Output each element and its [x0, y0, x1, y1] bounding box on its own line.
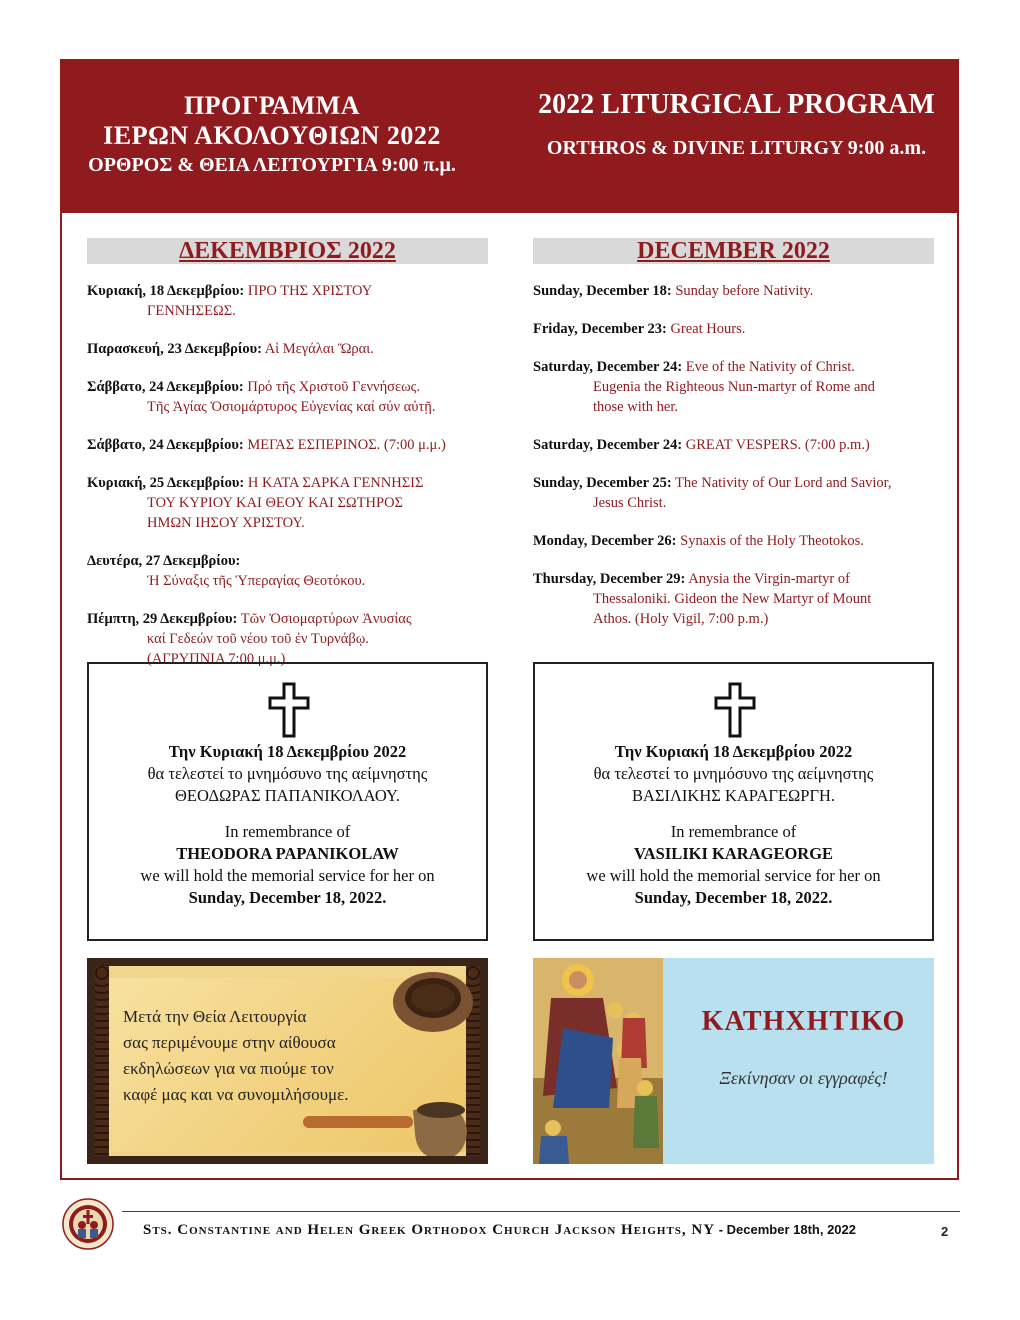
schedule-entry [533, 281, 943, 301]
schedule-date: Κυριακή, 25 Δεκεμβρίου: [87, 475, 245, 491]
schedule-entry-first-line [87, 435, 492, 455]
english-title: 2022 LITURGICAL PROGRAM [538, 89, 935, 120]
schedule-service: Η ΚΑΤΑ ΣΑΡΚΑ ΓΕΝΝΗΣΙΣ [247, 475, 424, 491]
coffee-line: καφέ μας και να συνομιλήσουμε. [123, 1085, 349, 1104]
greek-month-heading: ΔΕΚΕΜΒΡΙΟΣ 2022 [87, 238, 488, 264]
schedule-service-continuation: ΗΜΩΝ ΙΗΣΟΥ ΧΡΙΣΤΟΥ. [147, 515, 305, 531]
schedule-service-continuation: ΓΕΝΝΗΣΕΩΣ. [147, 303, 236, 319]
schedule-entry-first-line [533, 281, 943, 301]
church-logo-icon [62, 1198, 114, 1250]
greek-title-line-1: ΠΡΟΓΡΑΜΜΑ [183, 91, 361, 120]
schedule-service-continuation: Ἡ Σύναξις τῆς Ὑπεραγίας Θεοτόκου. [147, 573, 366, 589]
schedule-entry-first-line [87, 339, 492, 359]
schedule-entry-first-line [87, 377, 492, 397]
english-subtitle: ORTHROS & DIVINE LITURGY 9:00 a.m. [546, 137, 927, 159]
schedule-date: Saturday, December 24: [533, 437, 683, 453]
schedule-entry [533, 569, 943, 629]
schedule-date: Monday, December 26: [533, 533, 677, 549]
catechism-subtitle: Ξεκίνησαν οι εγγραφές! [719, 1068, 888, 1088]
coffee-hour-banner [87, 958, 488, 1164]
schedule-entry [533, 435, 943, 455]
schedule-date: Κυριακή, 18 Δεκεμβρίου: [87, 283, 245, 299]
schedule-entry [87, 377, 492, 417]
schedule-date: Saturday, December 24: [533, 359, 683, 375]
schedule-service-continuation: καί Γεδεών τοῦ νέου τοῦ ἐν Τυρνάβῳ. [147, 631, 369, 647]
schedule-service-continuation: Τῆς Ἁγίας Ὁσιομάρτυρος Εὐγενίας καί σύν αὐτῇ. [147, 399, 436, 415]
schedule-date: Πέμπτη, 29 Δεκεμβρίου: [87, 611, 238, 627]
schedule-entry-first-line [87, 473, 492, 493]
header-banner [62, 61, 957, 213]
schedule-date: Thursday, December 29: [533, 571, 686, 587]
schedule-date: Sunday, December 18: [533, 283, 672, 299]
schedule-entry [87, 473, 492, 533]
footer-date: - December 18th, 2022 [715, 1222, 856, 1237]
schedule-service-continuation: Eugenia the Righteous Nun-martyr of Rome and [593, 379, 875, 395]
english-month-heading: DECEMBER 2022 [533, 238, 934, 264]
schedule-date: Σάββατο, 24 Δεκεμβρίου: [87, 437, 244, 453]
schedule-date: Σάββατο, 24 Δεκεμβρίου: [87, 379, 244, 395]
memorial-english-date: Sunday, December 18, 2022. [188, 888, 387, 907]
schedule-entry-first-line [87, 609, 492, 629]
schedule-service-continuation: (ΑΓΡΥΠΝΙΑ 7:00 μ.μ.) [147, 651, 286, 667]
memorial-english-name: THEODORA PAPANIKOLAW [176, 844, 399, 863]
memorial-greek-name: ΘΕΟΔΩΡΑΣ ΠΑΠΑΝΙΚΟΛΑΟΥ. [175, 786, 400, 805]
memorial-box-right [533, 662, 934, 941]
greek-subtitle: ΟΡΘΡΟΣ & ΘΕΙΑ ΛΕΙΤΟΥΡΓΙΑ 9:00 π.μ. [88, 154, 456, 176]
schedule-entry-first-line [533, 435, 943, 455]
cross-icon [713, 682, 757, 738]
coffee-beans-border [95, 966, 109, 1156]
footer-church-text: Sts. Constantine and Helen Greek Orthodox Church Jackson Heights, NY [143, 1222, 716, 1238]
memorial-greek-text [89, 741, 486, 807]
schedule-service-continuation: ΤΟΥ ΚΥΡΙΟΥ ΚΑΙ ΘΕΟΥ ΚΑΙ ΣΩΤΗΡΟΣ [147, 495, 403, 511]
memorial-english-line: we will hold the memorial service for her on [140, 866, 435, 885]
memorial-box-left [87, 662, 488, 941]
schedule-entry [87, 339, 492, 359]
memorial-english-line: we will hold the memorial service for her on [586, 866, 881, 885]
greek-title-line-2: ΙΕΡΩΝ ΑΚΟΛΟΥΘΙΩΝ 2022 [103, 121, 441, 150]
schedule-service: GREAT VESPERS. (7:00 p.m.) [685, 437, 870, 453]
schedule-service: ΜΕΓΑΣ ΕΣΠΕΡΙΝΟΣ. (7:00 μ.μ.) [247, 437, 446, 453]
schedule-service-continuation: Athos. (Holy Vigil, 7:00 p.m.) [593, 611, 769, 627]
schedule-entry [87, 435, 492, 455]
footer-rule [122, 1211, 960, 1212]
memorial-english-text [89, 821, 486, 909]
schedule-service: Τῶν Ὁσιομαρτύρων Ἀνυσίας [240, 611, 412, 627]
memorial-english-intro: In remembrance of [670, 822, 797, 841]
schedule-service: The Nativity of Our Lord and Savior, [675, 475, 892, 491]
catechism-title: ΚΑΤΗΧΗΤΙΚΟ [701, 1006, 906, 1037]
schedule-date: Παρασκευή, 23 Δεκεμβρίου: [87, 341, 262, 357]
schedule-service: Sunday before Nativity. [675, 283, 814, 299]
memorial-english-date: Sunday, December 18, 2022. [634, 888, 833, 907]
catechism-banner [533, 958, 934, 1164]
schedule-entry-first-line [533, 319, 943, 339]
schedule-entry [87, 609, 492, 669]
memorial-english-text [535, 821, 932, 909]
schedule-service-continuation: those with her. [593, 399, 678, 415]
memorial-greek-name: ΒΑΣΙΛΙΚΗΣ ΚΑΡΑΓΕΩΡΓΗ. [631, 786, 836, 805]
memorial-english-intro: In remembrance of [224, 822, 351, 841]
schedule-service: ΠΡΟ ΤΗΣ ΧΡΙΣΤΟΥ [247, 283, 373, 299]
schedule-service-continuation: Jesus Christ. [593, 495, 667, 511]
schedule-date: Δευτέρα, 27 Δεκεμβρίου: [87, 553, 241, 569]
schedule-entry [533, 319, 943, 339]
schedule-date: Sunday, December 25: [533, 475, 672, 491]
greek-schedule-list [87, 281, 492, 687]
coffee-hour-text [123, 1004, 453, 1108]
schedule-date: Friday, December 23: [533, 321, 667, 337]
schedule-service: Synaxis of the Holy Theotokos. [680, 533, 864, 549]
cross-icon [267, 682, 311, 738]
schedule-entry [87, 551, 492, 591]
memorial-english-name: VASILIKI KARAGEORGE [633, 844, 834, 863]
schedule-service: Eve of the Nativity of Christ. [685, 359, 855, 375]
coffee-line: Μετά την Θεία Λειτουργία [123, 1007, 307, 1026]
memorial-greek-line: θα τελεστεί το μνημόσυνο της αείμνηστης [593, 764, 874, 783]
coffee-line: σας περιμένουμε στην αίθουσα [123, 1033, 336, 1052]
schedule-entry [87, 281, 492, 321]
schedule-entry-first-line [87, 281, 492, 301]
schedule-entry-first-line [87, 551, 492, 571]
english-header [512, 61, 961, 213]
page-number: 2 [941, 1224, 949, 1239]
memorial-greek-date: Την Κυριακή 18 Δεκεμβρίου 2022 [168, 742, 407, 761]
icon-christ-with-children-image [533, 958, 663, 1164]
schedule-service: Great Hours. [670, 321, 746, 337]
english-schedule-list [533, 281, 943, 647]
schedule-service: Anysia the Virgin-martyr of [688, 571, 850, 587]
schedule-entry [533, 531, 943, 551]
schedule-entry-first-line [533, 357, 943, 377]
memorial-greek-line: θα τελεστεί το μνημόσυνο της αείμνηστης [147, 764, 428, 783]
coffee-line: εκδηλώσεων για να πιούμε τον [123, 1059, 334, 1078]
schedule-entry-first-line [533, 473, 943, 493]
schedule-service-continuation: Thessaloniki. Gideon the New Martyr of Mount [593, 591, 872, 607]
schedule-service: Πρό τῆς Χριστοῦ Γεννήσεως. [247, 379, 420, 395]
memorial-greek-text [535, 741, 932, 807]
memorial-greek-date: Την Κυριακή 18 Δεκεμβρίου 2022 [614, 742, 853, 761]
schedule-entry-first-line [533, 531, 943, 551]
greek-header [62, 61, 482, 213]
schedule-entry [533, 473, 943, 513]
schedule-entry-first-line [533, 569, 943, 589]
footer-church-name [143, 1222, 856, 1239]
schedule-service: Αἱ Μεγάλαι Ὥραι. [264, 341, 374, 357]
schedule-entry [533, 357, 943, 417]
